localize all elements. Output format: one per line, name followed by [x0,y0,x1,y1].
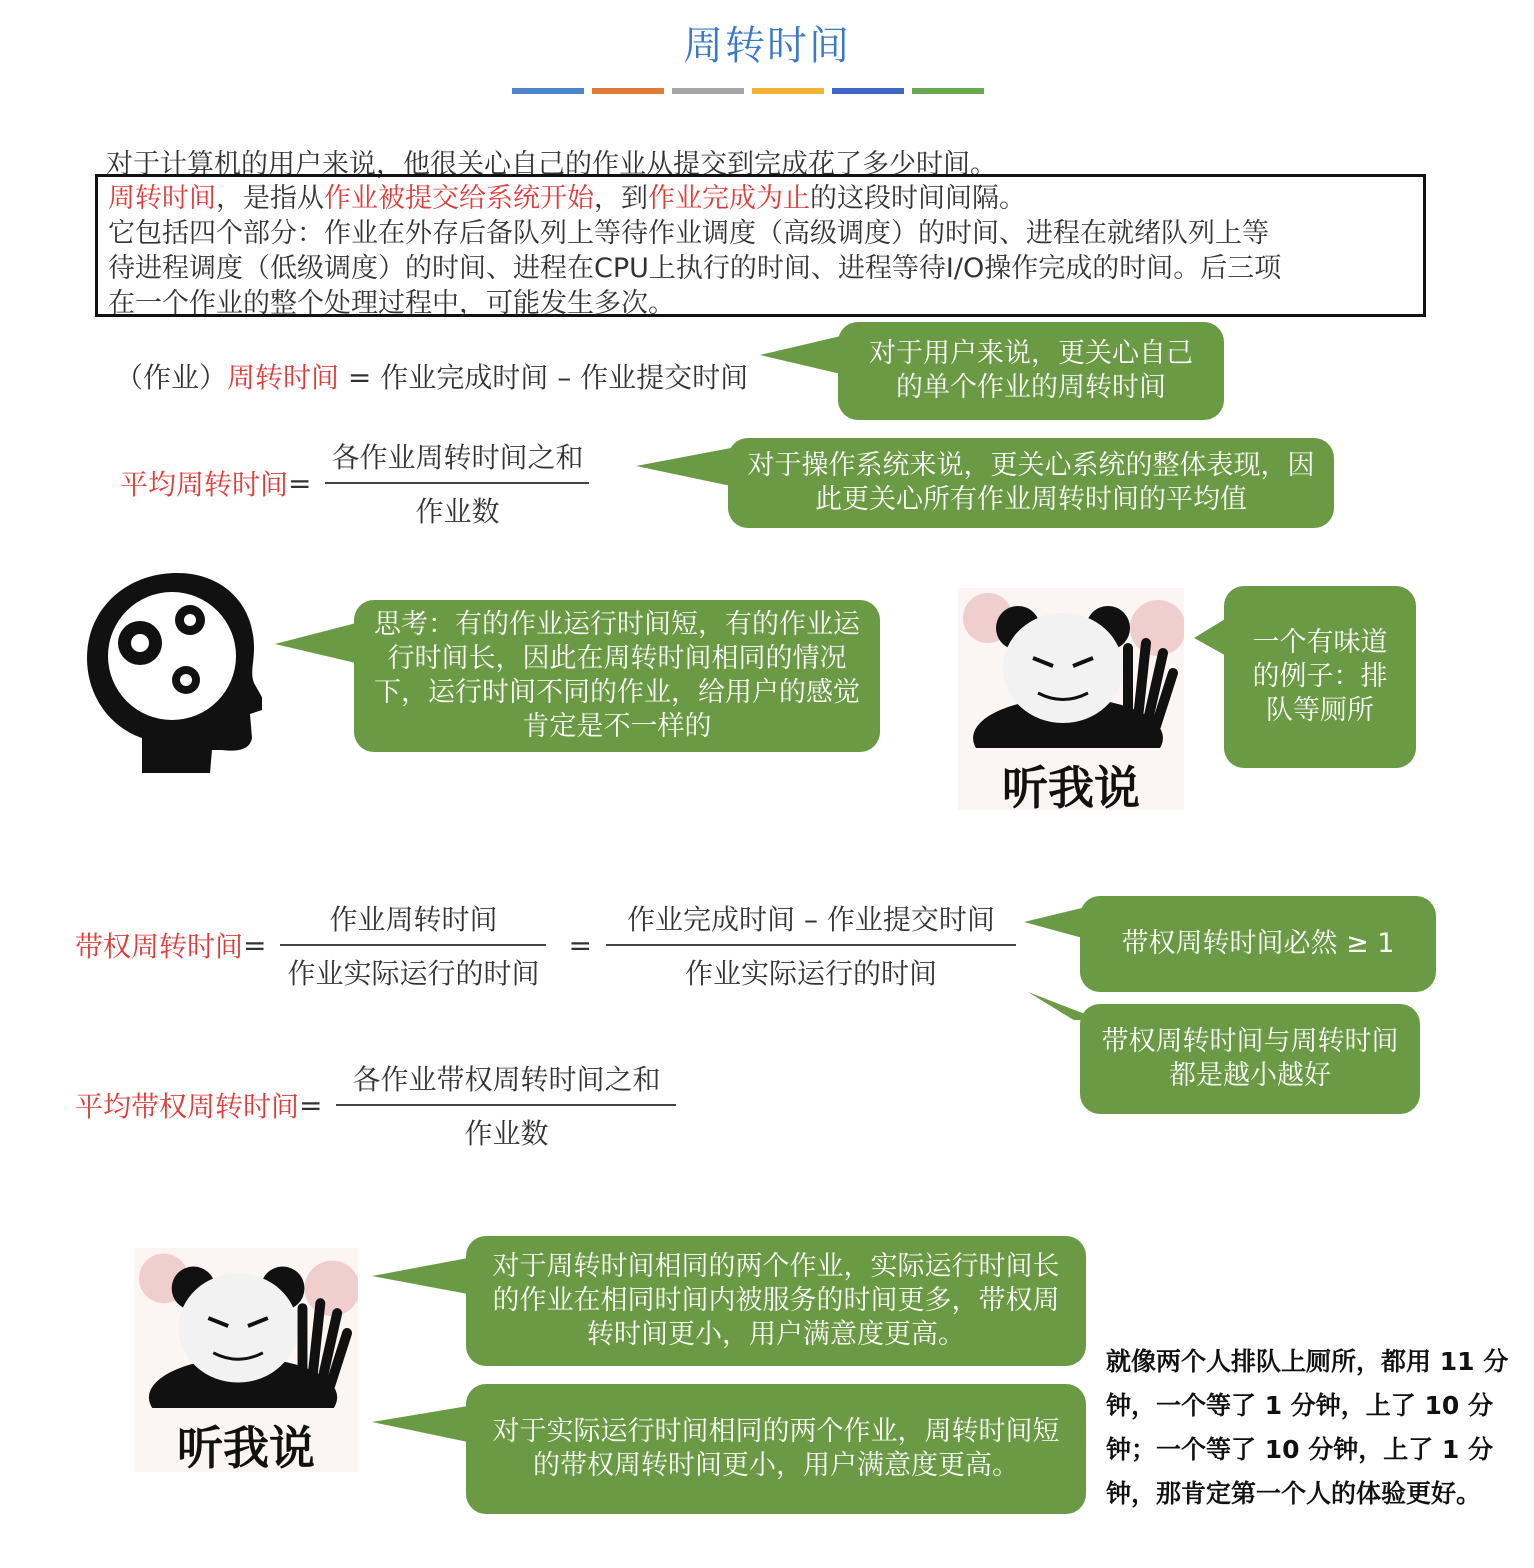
intro-text: 对于计算机的用户来说，他很关心自己的作业从提交到完成花了多少时间。 [106,149,997,180]
definition-text: ，是指从 [216,183,324,214]
bubble-pointer [636,442,736,492]
fraction-line [606,944,1016,946]
numerator: 各作业带权周转时间之和 [352,1063,661,1096]
numerator: 各作业周转时间之和 [331,441,584,474]
fraction-line [325,482,589,484]
definition-line-1 [108,181,1413,216]
weighted-ge-one-bubble: 带权周转时间必然 ≥ 1 [1080,896,1436,992]
equals-sign: = [568,928,592,962]
formula-prefix: （作业） [115,361,228,394]
equals-sign: = [299,1088,323,1122]
accent-bar-1 [512,88,584,94]
accent-bar-5 [832,88,904,94]
definition-text: 的这段时间间隔。 [810,183,1026,214]
denominator: 作业实际运行的时间 [684,957,937,990]
equals-sign: = [243,928,267,962]
denominator: 作业数 [415,495,500,528]
numerator: 作业周转时间 [329,903,498,936]
fraction [280,898,546,992]
bubble-pointer [275,618,365,668]
panda-meme-icon [134,1248,358,1408]
panda-meme [958,588,1184,815]
page-title: 周转时间 [683,23,851,69]
smaller-is-better-bubble: 带权周转时间与周转时间都是越小越好 [1080,1004,1420,1114]
definition-box [95,174,1426,317]
accent-bar-2 [592,88,664,94]
bubble-pointer [760,330,850,380]
panda-meme-icon [958,588,1184,748]
turnaround-formula [115,356,748,396]
equals-sign: = [288,466,312,500]
definition-term: 周转时间 [108,183,216,214]
denominator: 作业实际运行的时间 [287,957,540,990]
definition-line-4: 在一个作业的整个处理过程中，可能发生多次。 [108,288,675,319]
definition-line-2: 它包括四个部分：作业在外存后备队列上等待作业调度（高级调度）的时间、进程在就绪队列上等 [108,218,1269,249]
same-runtime-bubble: 对于实际运行时间相同的两个作业，周转时间短的带权周转时间更小，用户满意度更高。 [466,1384,1086,1514]
accent-bar-4 [752,88,824,94]
think-bubble: 思考：有的作业运行时间短，有的作业运行时间长，因此在周转时间相同的情况下，运行时间不同的作业，给用户的感觉肯定是不一样的 [354,600,880,752]
fraction [606,898,1016,992]
panda-meme [134,1248,358,1475]
avg-weighted-turnaround-formula [75,1058,676,1152]
formula-term: 带权周转时间 [75,930,244,963]
avg-turnaround-formula [120,436,589,530]
meme-caption: 听我说 [1002,761,1140,815]
definition-end: 作业完成为止 [648,183,810,214]
fraction-line [336,1104,676,1106]
accent-bar-6 [912,88,984,94]
formula-term: 周转时间 [227,361,340,394]
fraction-line [280,944,546,946]
fraction [336,1058,676,1152]
definition-start: 作业被提交给系统开始 [324,183,594,214]
bubble-pointer [372,1250,472,1490]
user-perspective-bubble: 对于用户来说，更关心自己的单个作业的周转时间 [838,322,1224,420]
accent-bar-3 [672,88,744,94]
denominator: 作业数 [464,1117,549,1150]
fraction [325,436,589,530]
weighted-turnaround-formula [75,898,1016,992]
side-note: 就像两个人排队上厕所，都用 11 分钟，一个等了 1 分钟，上了 10 分钟；一个等了 10 分钟，上了 1 分钟，那肯定第一个人的体验更好。 [1106,1347,1509,1508]
definition-text: ，到 [594,183,648,214]
formula-body: = 作业完成时间 – 作业提交时间 [339,361,749,394]
same-turnaround-bubble: 对于周转时间相同的两个作业，实际运行时间长的作业在相同时间内被服务的时间更多，带权周转时间更小，用户满意度更高。 [466,1236,1086,1366]
definition-line-3: 待进程调度（低级调度）的时间、进程在CPU上执行的时间、进程等待I/O操作完成的时间。后三项 [108,253,1282,284]
formula-term: 平均带权周转时间 [75,1090,300,1123]
formula-term: 平均周转时间 [120,468,289,501]
numerator: 作业完成时间 – 作业提交时间 [627,903,995,936]
example-bubble: 一个有味道的例子：排队等厕所 [1224,586,1416,768]
os-perspective-bubble: 对于操作系统来说，更关心系统的整体表现，因此更关心所有作业周转时间的平均值 [728,438,1334,528]
thinking-head-icon [82,568,262,778]
meme-caption: 听我说 [177,1421,315,1475]
